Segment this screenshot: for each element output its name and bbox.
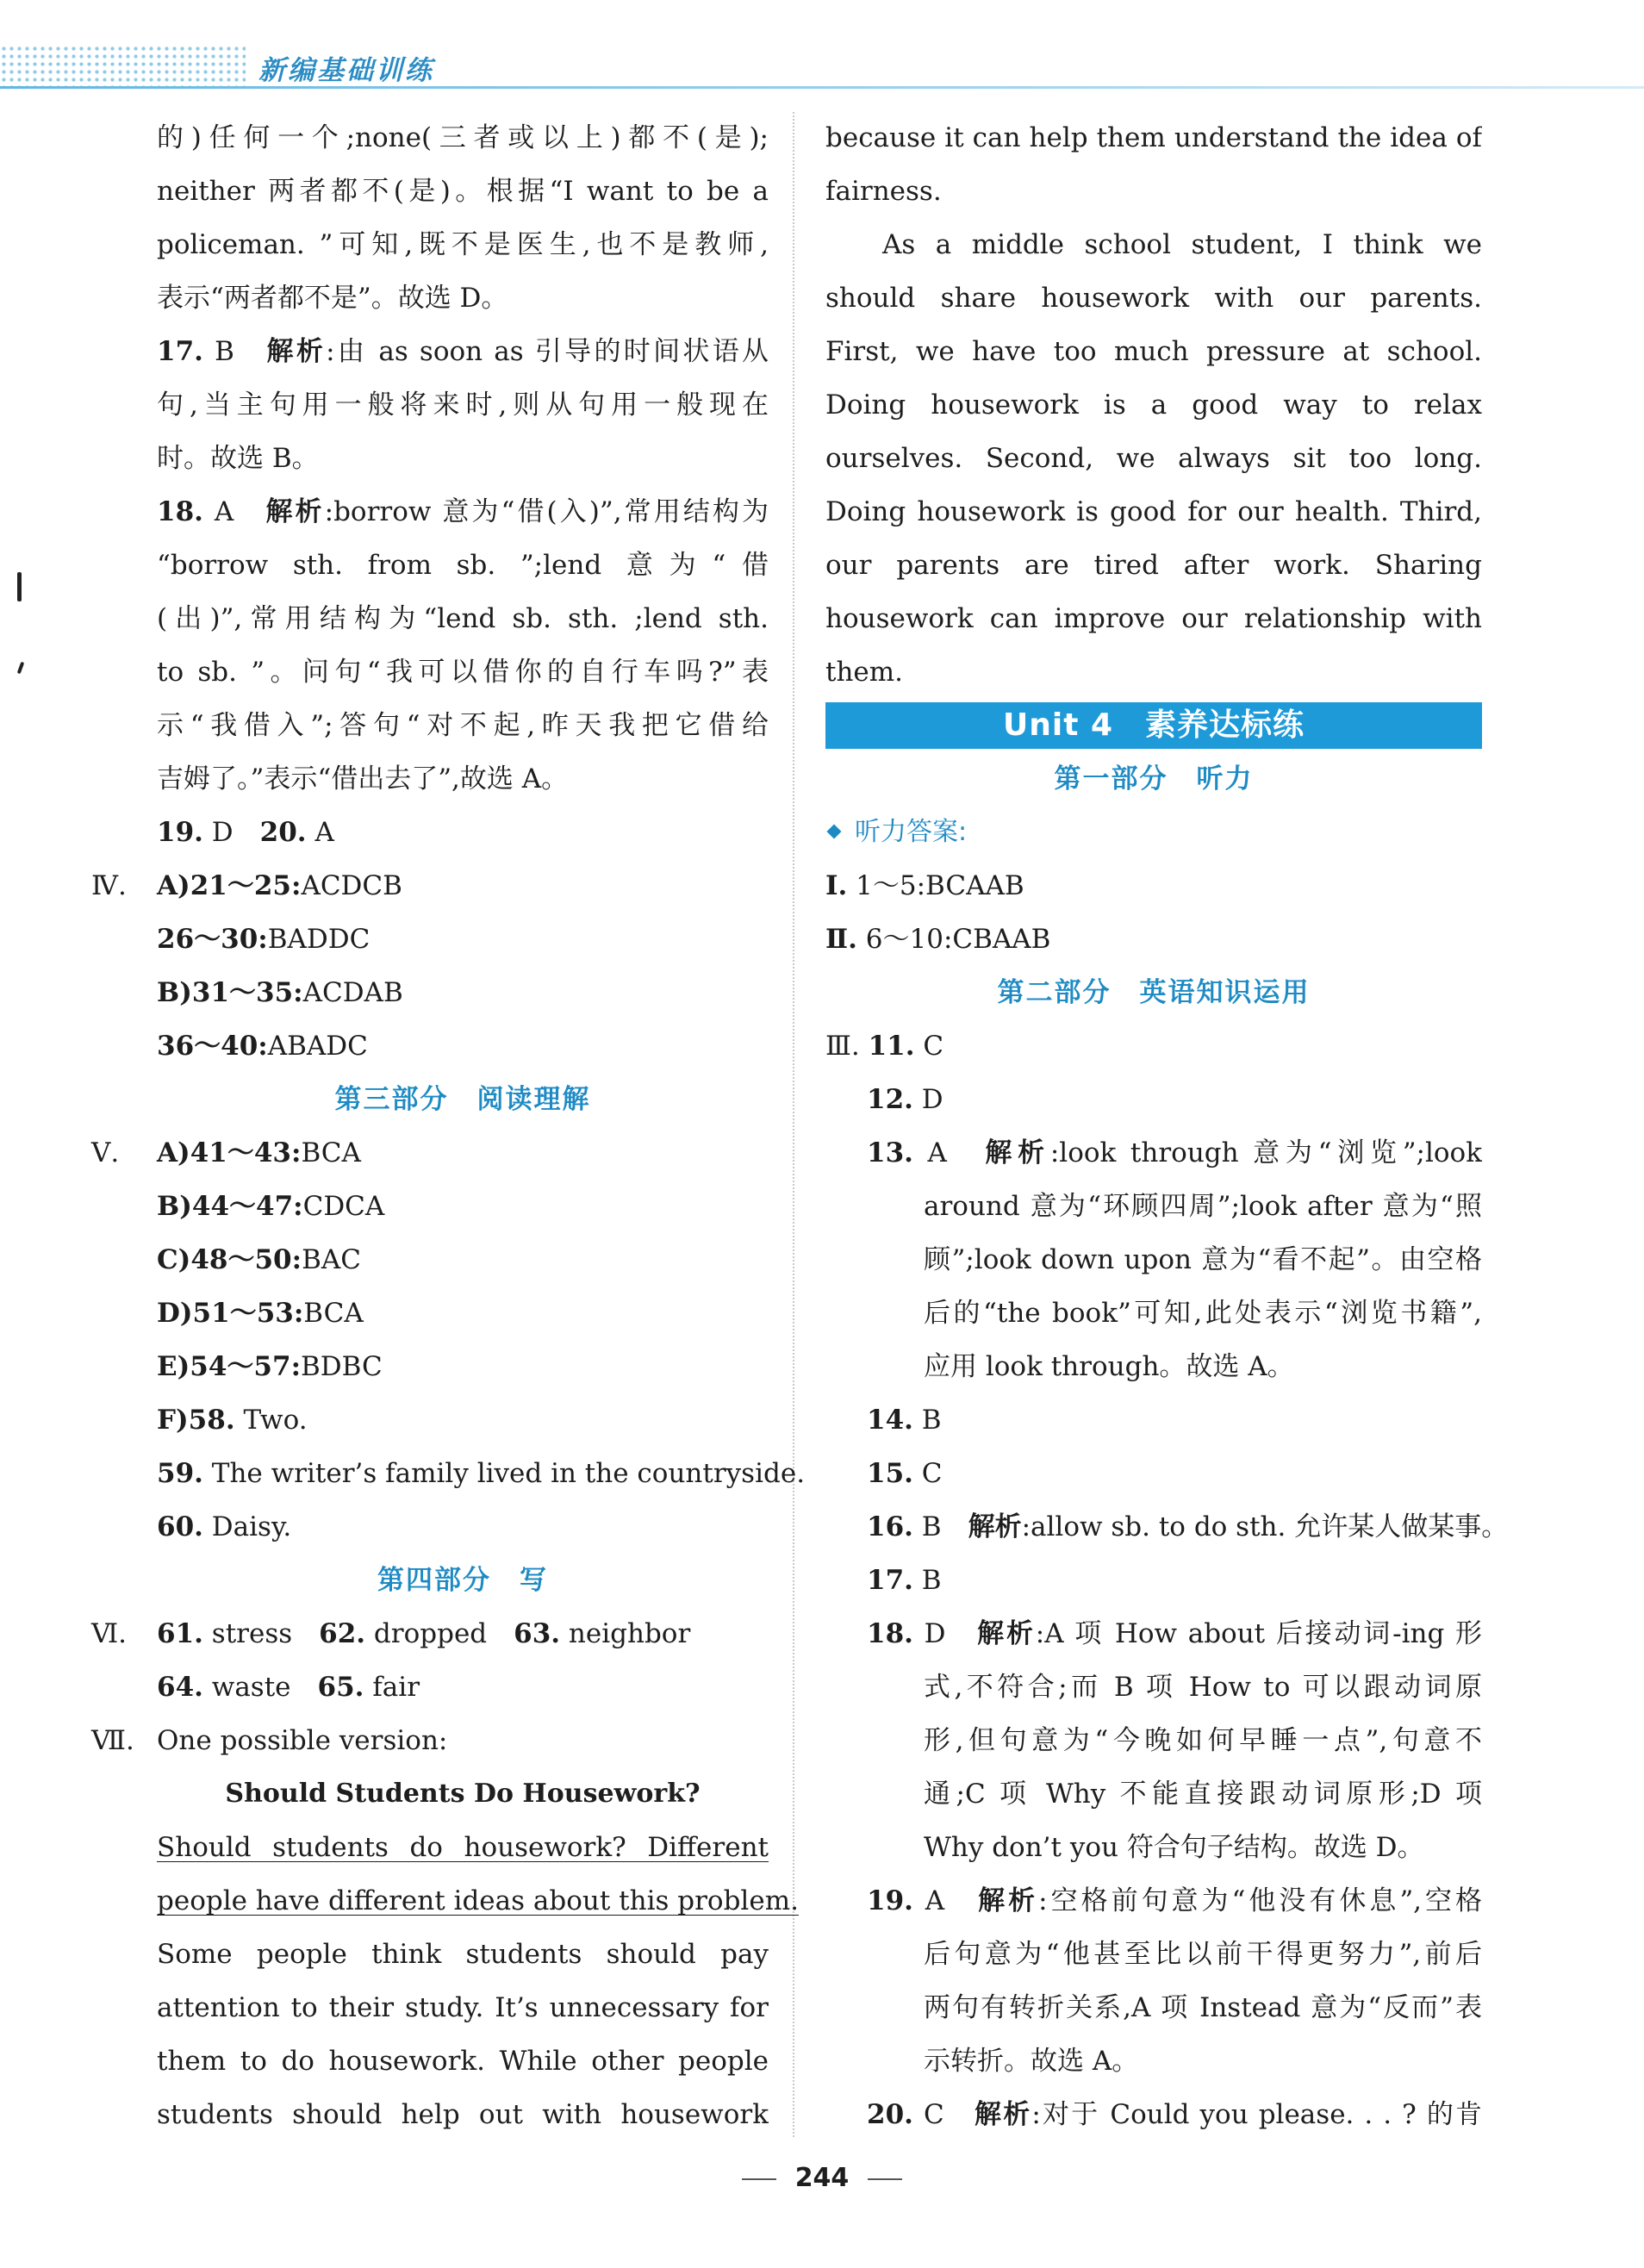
question-number: 18. [157, 496, 203, 527]
text-line [825, 1447, 1482, 1500]
text-line [91, 1714, 769, 1767]
text-line [157, 1180, 769, 1233]
line-text: people have different ideas about this problem. [157, 1885, 799, 1916]
text-line [157, 1874, 799, 1928]
line-text: them. [825, 657, 904, 688]
text-line [157, 1340, 769, 1393]
right-column [825, 111, 1509, 2141]
line-text: 形,但句意为“今晚如何早睡一点”,句意不 [924, 1725, 1482, 1756]
line-text: Doing housework is good for our health. Third, [825, 496, 1482, 527]
line-text: neither 两者都不(是)。根据“I want to be a [157, 176, 769, 207]
text-line [91, 859, 769, 913]
text-line [157, 1821, 769, 1874]
text-line [825, 859, 1482, 913]
text-line [825, 645, 1482, 699]
text-line [157, 645, 769, 699]
line-text: C 解析:对于 Could you please. . . ? 的肯 [923, 2099, 1482, 2130]
line-text: Some people think students should pay [157, 1939, 769, 1970]
text-line [157, 1928, 769, 1981]
text-line [825, 432, 1482, 485]
text-line [825, 1180, 1482, 1233]
text-line [157, 165, 769, 218]
text-line [157, 1019, 769, 1073]
text-line [157, 271, 769, 325]
question-number: 19. [157, 817, 203, 848]
text-line [825, 1287, 1482, 1340]
text-line [157, 111, 769, 165]
text-line [157, 806, 769, 859]
line-text: 17. B [867, 1565, 942, 1596]
line-text: 59. The writer’s family lived in the countryside. [157, 1458, 806, 1489]
line-text: D 解析:A 项 How about 后接动词-ing 形 [924, 1618, 1482, 1649]
text-line [157, 1233, 769, 1287]
line-text: 61. stress 62. dropped 63. neighbor [157, 1618, 691, 1649]
text-line [157, 378, 769, 432]
text-line [157, 1660, 769, 1714]
text-line [825, 1019, 1482, 1073]
line-text: 12. D [867, 1084, 943, 1115]
text-line [157, 752, 769, 806]
margin-mark [17, 662, 25, 675]
line-text: should share housework with our parents. [825, 283, 1482, 314]
text-line [825, 271, 1482, 325]
line-text: 60. Daisy. [157, 1511, 292, 1542]
text-line [825, 378, 1482, 432]
header-rule [0, 86, 1644, 89]
text-line [825, 592, 1482, 645]
text-line [825, 2034, 1482, 2088]
line-text: 时。故选 B。 [157, 443, 319, 474]
line-text: D)51～53:BCA [157, 1298, 364, 1329]
section-heading [157, 1073, 769, 1126]
section-roman-numeral: Ⅵ. [91, 1618, 128, 1649]
text-line [825, 1500, 1509, 1554]
text-line [825, 1714, 1482, 1767]
line-text: 应用 look through。故选 A。 [924, 1351, 1294, 1382]
line-text: 示转折。故选 A。 [924, 2046, 1139, 2077]
line-text: 15. C [867, 1458, 943, 1489]
line-text: 第三部分 阅读理解 [334, 1084, 591, 1115]
line-text: Should students do housework? Different [157, 1832, 769, 1863]
text-line [825, 1073, 1482, 1126]
text-line [157, 325, 769, 378]
text-line [825, 539, 1482, 592]
text-line [825, 1981, 1482, 2034]
text-line [157, 539, 769, 592]
unit-banner: Unit 4 素养达标练 [825, 702, 1482, 749]
line-text: A)41～43:BCA [157, 1137, 361, 1168]
line-text: 第二部分 英语知识运用 [997, 977, 1311, 1008]
diamond-icon [827, 825, 842, 839]
line-text: 64. waste 65. fair [157, 1672, 420, 1703]
column-divider [793, 112, 794, 2137]
line-text: 后句意为“他甚至比以前干得更努力”,前后 [924, 1939, 1482, 1970]
text-line [157, 1447, 806, 1500]
text-line [157, 218, 769, 271]
line-text: 的)任何一个;none(三者或以上)都不(是); [157, 122, 769, 153]
line-text: 两句有转折关系,A 项 Instead 意为“反而”表 [924, 1992, 1482, 2023]
footer-dash [868, 2178, 902, 2180]
text-line [825, 1767, 1482, 1821]
text-line [91, 1607, 769, 1660]
essay-title [157, 1767, 769, 1821]
listening-answers-label [825, 806, 1482, 859]
line-text: One possible version: [157, 1725, 448, 1756]
line-text: (出)”,常用结构为“lend sb. sth. ;lend sth. [157, 603, 769, 634]
section-heading [157, 1554, 769, 1607]
question-number: 16. [867, 1511, 913, 1542]
line-text: students should help out with housework [157, 2099, 769, 2130]
text-line [825, 485, 1482, 539]
text-line [825, 1340, 1482, 1393]
line-text: A)21～25:ACDCB [157, 870, 402, 901]
text-line [91, 1126, 769, 1180]
text-line [157, 592, 769, 645]
line-text: As a middle school student, I think we [882, 229, 1482, 260]
line-text: 第四部分 写 [377, 1565, 548, 1596]
question-number: 18. [867, 1618, 913, 1649]
page-footer [0, 2163, 1644, 2215]
line-text: around 意为“环顾四周”;look after 意为“照 [924, 1191, 1482, 1222]
line-text: Why don’t you 符合句子结构。故选 D。 [924, 1832, 1424, 1863]
text-line [825, 111, 1482, 165]
line-text: fairness. [825, 176, 942, 207]
line-text: Ⅱ. 6～10:CBAAB [825, 924, 1051, 955]
line-text: 示“我借入”;答句“对不起,昨天我把它借给 [157, 710, 769, 741]
line-text: them to do housework. While other people [157, 2046, 769, 2077]
text-line [157, 1393, 769, 1447]
line-text: Ⅰ. 1～5:BCAAB [825, 870, 1024, 901]
text-line [825, 2088, 1482, 2141]
line-text: 顾”;look down upon 意为“看不起”。由空格 [924, 1244, 1482, 1275]
line-text: policeman. ”可知,既不是医生,也不是教师, [157, 229, 769, 260]
section-heading [825, 966, 1482, 1019]
text-line [157, 913, 769, 966]
line-text: Ⅲ. 11. C [825, 1031, 944, 1062]
line-text: 通;C 项 Why 不能直接跟动词原形;D 项 [924, 1779, 1482, 1810]
question-number: 19. [867, 1885, 913, 1916]
line-text: 14. B [867, 1405, 942, 1436]
line-text: A 解析:空格前句意为“他没有休息”,空格 [925, 1885, 1482, 1916]
line-text: C)48～50:BAC [157, 1244, 361, 1275]
line-text: 吉姆了。”表示“借出去了”,故选 A。 [157, 763, 569, 794]
left-column [91, 111, 806, 2141]
line-text: First, we have too much pressure at school. [825, 336, 1482, 367]
line-text: attention to their study. It’s unnecessary for [157, 1992, 769, 2023]
line-text: our parents are tired after work. Sharing [825, 550, 1482, 581]
line-text: B)31～35:ACDAB [157, 977, 403, 1008]
text-line [825, 1607, 1482, 1660]
text-line [825, 1126, 1482, 1180]
line-text: 式,不符合;而 B 项 How to 可以跟动词原 [924, 1672, 1482, 1703]
text-line [825, 1660, 1482, 1714]
section-roman-numeral: Ⅴ. [91, 1137, 120, 1168]
line-text: 表示“两者都不是”。故选 D。 [157, 283, 508, 314]
line-text: 26～30:BADDC [157, 924, 371, 955]
text-line [157, 1500, 769, 1554]
text-line [825, 1393, 1482, 1447]
line-text: “borrow sth. from sb. ”;lend 意为“借 [157, 550, 769, 581]
text-line [825, 1821, 1482, 1874]
text-line [157, 2034, 769, 2088]
text-line [825, 1554, 1482, 1607]
text-line [825, 325, 1482, 378]
line-text: Should Students Do Housework? [225, 1779, 701, 1809]
line-text: ourselves. Second, we always sit too long. [825, 443, 1482, 474]
question-number: 17. [157, 336, 203, 367]
text-line [825, 1928, 1482, 1981]
line-text: 后的“the book”可知,此处表示“浏览书籍”, [924, 1298, 1482, 1329]
text-line [825, 218, 1482, 271]
line-text: Doing housework is a good way to relax [825, 389, 1482, 421]
section-heading [825, 752, 1482, 806]
text-line [157, 485, 769, 539]
page-number: 244 [794, 2163, 850, 2193]
text-line [157, 432, 769, 485]
text-line [157, 966, 769, 1019]
line-text: housework can improve our relationship with [825, 603, 1482, 634]
question-number: 13. [867, 1137, 913, 1168]
question-number: 20. [867, 2099, 913, 2130]
footer-dash [742, 2178, 776, 2180]
line-text: 句,当主句用一般将来时,则从句用一般现在 [157, 389, 769, 421]
text-line [825, 165, 1482, 218]
header-dot-band [0, 45, 246, 88]
text-line [157, 1981, 769, 2034]
header-title: 新编基础训练 [258, 55, 434, 86]
line-text: A 解析:look through 意为“浏览”;look [927, 1137, 1482, 1168]
line-text: E)54～57:BDBC [157, 1351, 383, 1382]
listening-label-text: 听力答案: [855, 817, 968, 847]
text-line [157, 2088, 769, 2141]
section-roman-numeral: Ⅳ. [91, 870, 127, 901]
text-line [157, 1287, 769, 1340]
margin-mark [17, 572, 22, 601]
line-text: F)58. Two. [157, 1405, 308, 1436]
text-line [825, 913, 1482, 966]
line-text: B 解析:由 as soon as 引导的时间状语从 [215, 336, 769, 367]
line-text: 第一部分 听力 [1054, 763, 1254, 794]
line-text: 36～40:ABADC [157, 1031, 368, 1062]
text-line [157, 699, 769, 752]
line-text: A 解析:borrow 意为“借(入)”,常用结构为 [214, 496, 769, 527]
section-roman-numeral: Ⅶ. [91, 1725, 134, 1756]
text-line [825, 1233, 1482, 1287]
line-text: B)44～47:CDCA [157, 1191, 385, 1222]
text-line [825, 1874, 1482, 1928]
line-text: B 解析:allow sb. to do sth. 允许某人做某事。 [921, 1511, 1509, 1542]
line-text: D 20. A [211, 817, 334, 848]
line-text: because it can help them understand the idea of [825, 122, 1482, 153]
line-text: to sb. ”。问句“我可以借你的自行车吗?”表 [157, 657, 769, 688]
